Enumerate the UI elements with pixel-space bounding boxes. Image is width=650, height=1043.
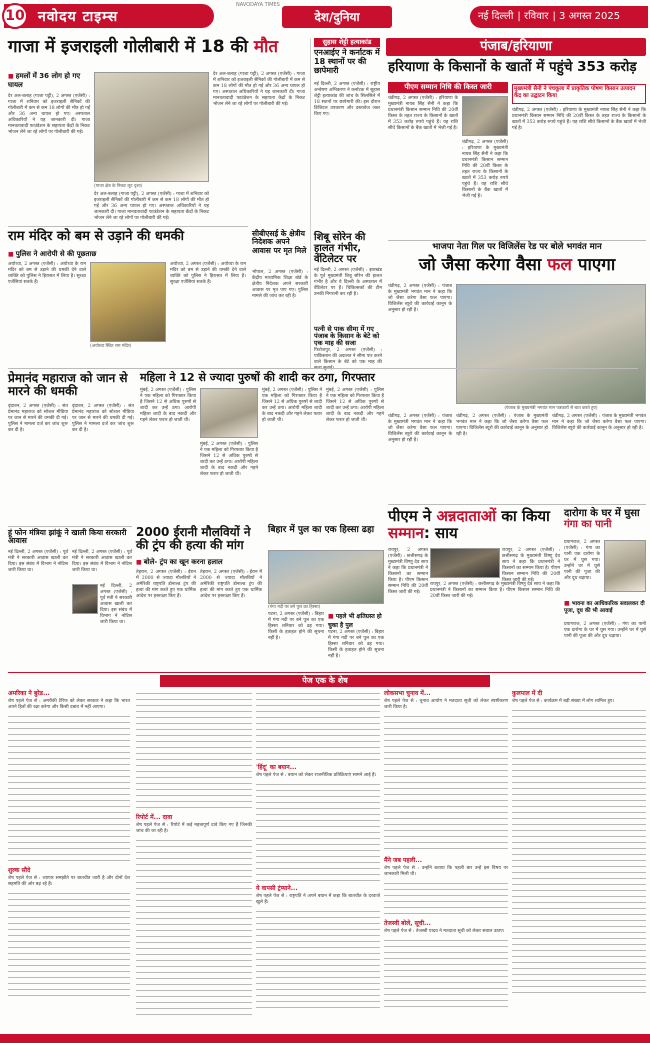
divider — [8, 368, 638, 369]
cont-body: शेष पहले पेज से : अमरीकी टैरिफ को लेकर सरकार ने कहा कि भारत अपने हितों की रक्षा करेगा और किसी दबाव में नहीं आएगा। — [8, 699, 130, 710]
cont-title: शुल्क सौदे — [8, 867, 31, 874]
gaza-caption: (गाजा क्षेत्र के निकट लूट दृश्य) — [94, 184, 143, 189]
mahila-photo — [200, 388, 258, 438]
mahila-body-col4: मुंबई, 2 अगस्त (एजेंसी) : पुलिस ने एक महिला को गिरफ्तार किया है जिसने 12 से अधिक पुरुषों से शादी कर उन्हें ठगा। आरोपी महिला शादी के बाद नकदी और गहने लेकर फरार हो जाती थी। — [326, 388, 384, 423]
pm-headline-e: : साय — [423, 523, 458, 542]
pm-body-col1: रायपुर, 2 अगस्त (एजेंसी) : छत्तीसगढ़ के मुख्यमंत्री विष्णु देव साय ने कहा कि प्रधानमंत्री ने किसानों का सम्मान किया है। पीएम किसान सम्मान निधि की 20वीं किस्त जारी की गई। — [388, 548, 428, 595]
mann-caption: (पंजाब के मुख्यमंत्री भगवंत मान पत्रकारों से बात करते हुए) — [504, 406, 598, 411]
cont-text-lines — [256, 908, 380, 1008]
bihar-headline: बिहार में पुल का एक हिस्सा ढहा — [268, 525, 375, 535]
iran-body-col2: तेहरान, 2 अगस्त (एजेंसी) : ईरान में 2000 से ज्यादा मौलवियों ने अमेरिकी राष्ट्रपति डोनाल्ड ट्रंप की हत्या की मांग करते हुए एक धार्मिक आदेश पर हस्ताक्षर किए हैं। — [200, 570, 262, 599]
cont-text-lines — [8, 713, 130, 863]
pm-photo — [430, 548, 500, 578]
gaza-body-col2: देर अल-बलाह (गाजा पट्टी), 2 अगस्त (एजेंसी) : गाजा में शनिवार को इजराइली सैनिकों की गोलीबारी में कम से कम 18 लोगों की मौत हो गई और 36 अन्य घायल हो गए। अस्पताल अधिकारियों ने यह जानकारी दी। गाजा मानवतावादी फाउंडेशन के सहायता केंद्रों के निकट भोजन लेने जा रहे लोगों पर गोलीबारी की गई। — [213, 72, 305, 107]
iran-headline: 2000 ईरानी मौलवियों ने की ट्रंप की हत्या की मांग — [136, 525, 251, 553]
cont-title: कुलपाल में दी — [512, 690, 543, 697]
cont-body: शेष पहले पेज से : तेजस्वी यादव ने मतदाता सूची को लेकर सवाल उठाए। — [384, 929, 505, 934]
cont-body: शेष पहले पेज से : बयान को लेकर राजनीतिक प्रतिक्रियाएं सामने आई हैं। — [256, 773, 377, 778]
saini-photo — [462, 96, 508, 136]
divider — [388, 504, 646, 505]
mann-kicker: भाजपा नेता गिल पर विजिलेंस रेड पर बोले भगवंत मान — [432, 242, 602, 252]
masthead-left-tab — [4, 4, 214, 28]
mann-headline-accent: फल — [547, 255, 572, 275]
punjab-body-col1: चंडीगढ़, 2 अगस्त (एजेंसी) : हरियाणा के मुख्यमंत्री नायब सिंह सैनी ने कहा कि प्रधानमंत्री किसान सम्मान निधि की 20वीं किस्त के तहत राज्य के किसानों के खातों में 353 करोड़ रुपये पहुंचे हैं। यह राशि सीधे किसानों के बैंक खातों में भेजी गई है। — [388, 96, 458, 131]
ram-mandir-sub: ■ पुलिस ने आरोपी से की पूछताछ — [8, 250, 168, 259]
iran-sub: ■ बोले- ट्रंप का खून करना हलाल — [136, 558, 262, 567]
mann-body-col1: चंडीगढ़, 2 अगस्त (एजेंसी) : पंजाब के मुख्यमंत्री भगवंत मान ने कहा कि जो जैसा करेगा वैसा फल पाएगा। विजिलेंस ब्यूरो की कार्रवाई कानून के अनुसार हो रही है। — [388, 284, 452, 313]
pm-headline — [388, 508, 558, 541]
shibu-headline: शिबू सोरेन की हालत गंभीर, वेंटिलेटर पर — [314, 232, 366, 265]
cont-body: शेष पहले पेज से : कार्यक्रम में बड़ी संख्या में लोग शामिल हुए। — [512, 699, 615, 704]
pm-body-col3: रायपुर, 2 अगस्त (एजेंसी) : छत्तीसगढ़ के मुख्यमंत्री विष्णु देव साय ने कहा कि प्रधानमंत्री ने किसानों का सम्मान किया है। पीएम किसान सम्मान निधि की 20वीं किस्त जारी की गई। — [502, 548, 560, 583]
daroga-body-col1: प्रयागराज, 2 अगस्त (एजेंसी) : गंगा का पानी एक दारोगा के घर में घुस गया। उन्होंने घर में घुसे पानी की पूजा की और दूध चढ़ाया। — [564, 540, 600, 581]
premanand-headline: प्रेमानंद महाराज को जान से मारने की धमकी — [8, 371, 128, 399]
mahila-body-col1: मुंबई, 2 अगस्त (एजेंसी) : पुलिस ने एक महिला को गिरफ्तार किया है जिसने 12 से अधिक पुरुषों से शादी कर उन्हें ठगा। आरोपी महिला शादी के बाद नकदी और गहने लेकर फरार हो जाती थी। — [140, 388, 196, 423]
gaza-body-col1: देर अल-बलाह (गाजा पट्टी), 2 अगस्त (एजेंसी) : गाजा में शनिवार को इजराइली सैनिकों की गोलीबारी में कम से कम 18 लोगों की मौत हो गई और 36 अन्य घायल हो गए। अस्पताल अधिकारियों ने यह जानकारी दी। गाजा मानवतावादी फाउंडेशन के सहायता केंद्रों के निकट भोजन लेने जा रहे लोगों पर गोलीबारी की गई। — [8, 94, 90, 135]
dateline-city: नई दिल्ली — [478, 11, 514, 22]
masthead-tiny-label: NAVODAYA TIMES — [236, 2, 280, 8]
premanand-body-col2: वृंदावन, 2 अगस्त (एजेंसी) : संत प्रेमानंद महाराज को सोशल मीडिया पर जान से मारने की धमकी दी गई। पुलिस ने मामला दर्ज कर जांच शुरू कर दी है। — [72, 404, 134, 433]
dhanbad-headline: हूं फोन मंत्रिया झांकूं ने खाली किया सरकारी आवास — [8, 528, 127, 546]
continuation-bar: पेज एक के शेष — [160, 675, 490, 687]
punjab-headline: हरियाणा के किसानों के खातों में पहुंचे 353 करोड़ — [388, 59, 637, 75]
bihar-sub: ■ पहले भी क्षतिग्रस्त हो चुका है पुल — [328, 612, 384, 630]
cont-title: 'हिंदू' का बयान... — [256, 764, 297, 771]
dhanbad-body: नई दिल्ली, 2 अगस्त (एजेंसी) : पूर्व मंत्री ने सरकारी आवास खाली कर दिया। इस संबंध में विभाग ने नोटिस जारी किया था। — [8, 550, 68, 573]
mann-headline — [388, 256, 646, 275]
cont-text-lines — [256, 781, 380, 881]
mahila-body-col3: मुंबई, 2 अगस्त (एजेंसी) : पुलिस ने एक महिला को गिरफ्तार किया है जिसने 12 से अधिक पुरुषों से शादी कर उन्हें ठगा। आरोपी महिला शादी के बाद नकदी और गहने लेकर फरार हो जाती थी। — [262, 388, 322, 423]
daroga-headline — [564, 508, 646, 530]
continuation-col-3 — [256, 690, 380, 1030]
masthead — [0, 0, 650, 32]
divider — [388, 240, 646, 241]
punjab-body-col2: चंडीगढ़, 2 अगस्त (एजेंसी) : हरियाणा के मुख्यमंत्री नायब सिंह सैनी ने कहा कि प्रधानमंत्री किसान सम्मान निधि की 20वीं किस्त के तहत राज्य के किसानों के खातों में 353 करोड़ रुपये पहुंचे हैं। यह राशि सीधे किसानों के बैंक खातों में भेजी गई है। — [462, 140, 508, 199]
divider — [8, 672, 646, 673]
continuation-col-2 — [136, 690, 252, 1030]
cont-body: शेष पहले पेज से : चुनाव आयोग ने मतदाता सूची को लेकर स्पष्टीकरण जारी किया है। — [384, 699, 508, 710]
page-number: 10 — [2, 3, 28, 29]
daroga-headline-a: दारोगा के घर में घुसा — [564, 508, 640, 519]
karnataka-kicker: सुहास शेट्टी हत्याकांड — [314, 38, 380, 47]
punjab-tag: पीएम सम्मान निधि की किस्त जारी — [388, 82, 508, 93]
pm-headline-c: का किया — [501, 507, 550, 525]
section-label: देश/दुनिया — [282, 6, 392, 28]
mann-photo — [456, 284, 646, 404]
gaza-headline-main: गाजा में इजराइली गोलीबारी में 18 की — [8, 37, 248, 57]
cont-title: ये वापसी ट्रंप्याने... — [256, 885, 298, 892]
gaza-photo — [94, 72, 209, 182]
dateline-date: 3 अगस्त 2025 — [559, 11, 621, 22]
daroga-headline-b: गंगा का पानी — [564, 519, 612, 530]
daroga-sub: ■ भावना का आधिकारिक सवालकर दी पूजा, दूध की भी आवाई — [564, 600, 646, 615]
cont-title: रिपोर्ट में... दावा — [136, 814, 173, 821]
cont-title: तेजस्वी बोले, सूची... — [384, 920, 431, 927]
mann-headline-end: पाएगा — [577, 255, 616, 275]
farmer-body: फिरोजपुर, 2 अगस्त (एजेंसी) : पाकिस्तान की अदालत ने सीमा पार करने वाले किसान के बेटे को एक माह की — [314, 348, 382, 365]
divider — [8, 526, 132, 527]
dateline-day: रविवार — [523, 11, 549, 22]
ram-mandir-caption: (अयोध्या स्थित राम मंदिर) — [90, 344, 132, 349]
cont-title: अमरिका ने बुरेड... — [8, 690, 50, 697]
cont-text-lines — [8, 890, 130, 1000]
ram-mandir-photo — [90, 262, 166, 342]
column-rule — [310, 38, 311, 368]
punjab-side-box — [512, 84, 646, 104]
gaza-headline-accent: मौत — [253, 37, 279, 57]
ram-mandir-body-col2: अयोध्या, 2 अगस्त (एजेंसी) : अयोध्या के राम मंदिर को बम से उड़ाने की धमकी देने वाले व्यक्ति को पुलिस ने हिरासत में लिया है। सुरक्षा एजेंसियां सतर्क हैं। — [170, 262, 246, 285]
divider — [8, 226, 248, 227]
daroga-photo — [604, 540, 646, 592]
premanand-body-col1: वृंदावन, 2 अगस्त (एजेंसी) : संत प्रेमानंद महाराज को सोशल मीडिया पर जान से मारने की धमकी दी गई। पुलिस ने मामला दर्ज कर जांच शुरू कर दी है। — [8, 404, 68, 433]
punjab-side-body: चंडीगढ़, 2 अगस्त (एजेंसी) : हरियाणा के मुख्यमंत्री नायब सिंह सैनी ने कहा कि प्रधानमंत्री किसान सम्मान निधि की 20वीं किस्त के तहत राज्य के किसानों के खातों में 353 करोड़ रुपये पहुंचे हैं। यह राशि सीधे किसानों के बैंक खातों में भेजी गई है। — [512, 108, 646, 131]
mann-headline-main: जो जैसा करेगा वैसा — [418, 255, 542, 275]
cbse-headline: सीबीएसई के क्षेत्रीय निदेशक अपने आवास पर मृत मिले — [252, 229, 307, 255]
dateline: नई दिल्ली | रविवार | 3 अगस्त 2025 — [470, 6, 648, 28]
daroga-body-col2: प्रयागराज, 2 अगस्त (एजेंसी) : गंगा का पानी एक दारोगा के घर में घुस गया। उन्होंने घर में घुसे पानी की पूजा की और दूध चढ़ाया। — [564, 622, 646, 639]
cont-body: शेष पहले पेज से : राष्ट्रपति ने अपने बयान में कहा कि बातचीत के दरवाजे खुले हैं। — [256, 894, 380, 905]
cont-text-lines — [136, 690, 252, 810]
cont-text-lines — [384, 937, 508, 1007]
paper-name: नवोदय टाइम्स — [38, 8, 119, 25]
dhanbad-body-col3: नई दिल्ली, 2 अगस्त (एजेंसी) : पूर्व मंत्री ने सरकारी आवास खाली कर दिया। इस संबंध में विभाग ने नोटिस जारी किया था। — [100, 584, 132, 625]
gaza-headline — [8, 38, 308, 57]
pm-headline-d: सम्मान — [388, 523, 424, 542]
continuation-col-4 — [384, 690, 508, 1030]
bihar-caption: (गंगा नदी पर बने पुल का हिस्सा) — [268, 605, 321, 610]
cont-title: मैंने जब पहली... — [384, 857, 423, 864]
cont-body: शेष पहले पेज से : उन्होंने बताया कि पहली बार उन्हें इस विषय पर जानकारी मिली थी। — [384, 866, 508, 877]
bihar-body-col2: पटना, 2 अगस्त (एजेंसी) : बिहार में गंगा नदी पर बने पुल का एक हिस्सा शनिवार को ढह गया। किसी के हताहत होने की सूचना नहीं है। — [328, 630, 384, 659]
dhanbad-body-col2: नई दिल्ली, 2 अगस्त (एजेंसी) : पूर्व मंत्री ने सरकारी आवास खाली कर दिया। इस संबंध में विभाग ने नोटिस जारी किया था। — [72, 550, 132, 573]
pm-headline-a: पीएम ने — [388, 507, 432, 525]
pm-body-col2: रायपुर, 2 अगस्त (एजेंसी) : छत्तीसगढ़ के मुख्यमंत्री विष्णु देव साय ने कहा कि प्रधानमंत्री ने किसानों का सम्मान किया है। पीएम किसान सम्मान निधि की 20वीं किस्त जारी की गई। — [430, 582, 560, 599]
ram-mandir-body: अयोध्या, 2 अगस्त (एजेंसी) : अयोध्या के राम मंदिर को बम से उड़ाने की धमकी देने वाले व्यक्ति को पुलिस ने हिरासत में लिया है। सुरक्षा एजेंसियां सतर्क हैं। — [8, 262, 86, 285]
cont-body: शेष पहले पेज से : रिपोर्ट में कई महत्वपूर्ण दावे किए गए हैं जिनकी जांच की जा रही है। — [136, 823, 252, 834]
footer-bar — [0, 1034, 650, 1043]
cont-title: लोकसभा चुनाव में... — [384, 690, 431, 697]
continuation-col-1 — [8, 690, 130, 1030]
cont-text-lines — [256, 690, 380, 760]
bihar-photo — [268, 550, 384, 604]
mann-body-col2: चंडीगढ़, 2 अगस्त (एजेंसी) : पंजाब के मुख्यमंत्री भगवंत मान ने कहा कि जो जैसा करेगा वैसा फल पाएगा। विजिलेंस ब्यूरो की कार्रवाई कानून के अनुसार हो रही है। — [456, 414, 548, 437]
cbse-body: भोपाल, 2 अगस्त (एजेंसी) : केंद्रीय माध्यमिक शिक्षा बोर्ड के क्षेत्रीय निदेशक अपने सरकारी आवास पर मृत पाए गए। पुलिस मामले की जांच कर रही है। — [252, 270, 308, 299]
gaza-body-col3: देर अल-बलाह (गाजा पट्टी), 2 अगस्त (एजेंसी) : गाजा में शनिवार को इजराइली सैनिकों की गोलीबारी में कम से कम 18 लोगों की मौत हो गई और 36 अन्य घायल हो गए। अस्पताल अधिकारियों ने यह जानकारी दी। गाजा मानवतावादी फाउंडेशन के सहायता केंद्रों के निकट भोजन लेने जा रहे लोगों पर गोलीबारी की गई। — [94, 192, 209, 221]
punjab-banner: पंजाब/हरियाणा — [386, 38, 646, 56]
mahila-headline: महिला ने 12 से ज्यादा पुरुषों की शादी कर ठगा, गिरफ्तार — [140, 371, 375, 384]
gaza-sub: ■ हमलों में 36 लोग हो गए घायल — [8, 72, 90, 90]
cont-text-lines — [384, 713, 508, 853]
cont-text-lines — [384, 880, 508, 916]
shibu-body: नई दिल्ली, 2 अगस्त (एजेंसी) : झारखंड के पूर्व मुख्यमंत्री शिबू सोरेन की हालत गंभीर है और वे दिल्ली के अस्पताल में वेंटिलेटर पर हैं। चिकित्सकों की टीम उनकी निगरानी कर रही है। — [314, 268, 382, 297]
karnataka-body: नई दिल्ली, 2 अगस्त (एजेंसी) : राष्ट्रीय अन्वेषण अभिकरण ने कर्नाटक में सुहास शेट्टी हत्याकांड की जांच के सिलसिले में 18 स्थानों पर छापेमारी की। इस दौरान डिजिटल उपकरण और दस्तावेज जब्त किए गए। — [314, 82, 380, 117]
karnataka-headline: एनआईए ने कर्नाटक में 18 स्थानों पर की छापेमारी — [314, 48, 380, 75]
bihar-body-col1: पटना, 2 अगस्त (एजेंसी) : बिहार में गंगा नदी पर बने पुल का एक हिस्सा शनिवार को ढह गया। किसी के हताहत होने की सूचना नहीं है। — [268, 612, 324, 641]
punjab-side-headline: मुख्यमंत्री सैनी ने पंचकूला में प्राकृतिक पोषण किसान उत्पादन केंद्र का उद्घाटन किया — [514, 86, 636, 99]
mann-body-col1b: चंडीगढ़, 2 अगस्त (एजेंसी) : पंजाब के मुख्यमंत्री भगवंत मान ने कहा कि जो जैसा करेगा वैसा फल पाएगा। विजिलेंस ब्यूरो की कार्रवाई कानून के अनुसार हो रही है। — [388, 414, 452, 443]
cont-text-lines — [512, 707, 646, 997]
cont-body: शेष पहले पेज से : व्यापार समझौते पर बातचीत जारी है और दोनों देश सहमति की ओर बढ़ रहे हैं। — [8, 876, 130, 887]
farmer-headline: पत्नी से पाक सीमा में गए पंजाब के किसान के बेटे को एक माह की सजा — [314, 325, 380, 348]
continuation-col-5 — [512, 690, 646, 1030]
ram-mandir-headline: राम मंदिर को बम से उड़ाने की धमकी — [8, 229, 184, 244]
mann-body-col3: चंडीगढ़, 2 अगस्त (एजेंसी) : पंजाब के मुख्यमंत्री भगवंत मान ने कहा कि जो जैसा करेगा वैसा फल पाएगा। विजिलेंस ब्यूरो की कार्रवाई कानून के अनुसार हो रही है। — [552, 414, 646, 431]
dhanbad-photo — [72, 584, 98, 614]
cont-text-lines — [136, 837, 252, 1017]
mahila-body-col2: मुंबई, 2 अगस्त (एजेंसी) : पुलिस ने एक महिला को गिरफ्तार किया है जिसने 12 से अधिक पुरुषों से शादी कर उन्हें ठगा। आरोपी महिला शादी के बाद नकदी और गहने लेकर फरार हो जाती थी। — [200, 442, 258, 477]
iran-body-col1: तेहरान, 2 अगस्त (एजेंसी) : ईरान में 2000 से ज्यादा मौलवियों ने अमेरिकी राष्ट्रपति डोनाल्ड ट्रंप की हत्या की मांग करते हुए एक धार्मिक आदेश पर हस्ताक्षर किए हैं। — [136, 570, 196, 599]
pm-headline-b: अन्नदाताओं — [436, 507, 497, 525]
